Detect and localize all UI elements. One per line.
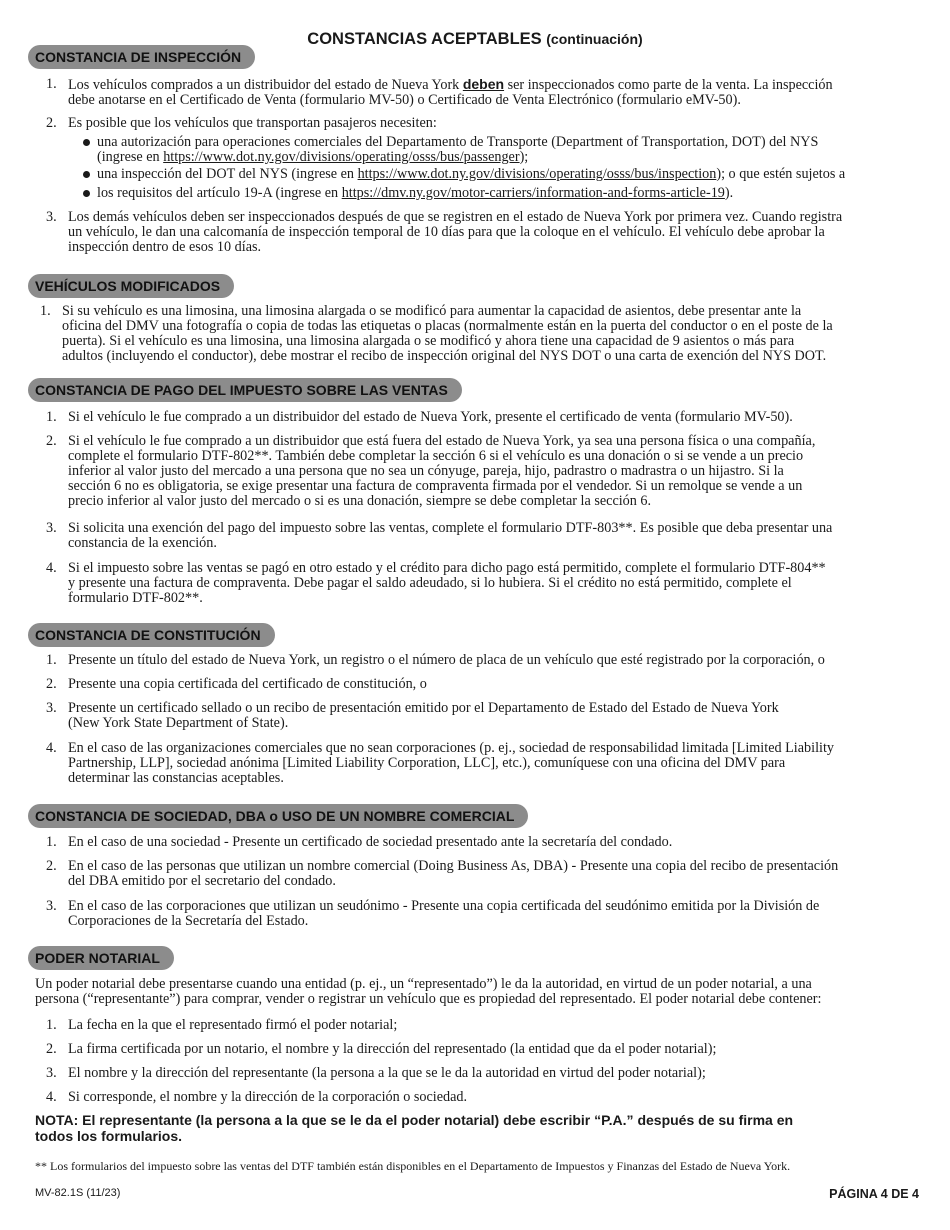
nota-note: NOTA: El representante (la persona a la que se le da el poder notarial) debe escribir “P.A.” después de su firma en todos los formularios. — [35, 1112, 794, 1144]
inspection-link[interactable]: https://www.dot.ny.gov/divisions/operating/osss/bus/inspection — [357, 166, 717, 182]
emphasis-deben: deben — [462, 76, 505, 92]
document-page: CONSTANCIAS ACEPTABLES (continuación) CONSTANCIA DE INSPECCIÓN 1. Los vehículos comprados a un distribuidor del estado de Nueva York deben ser inspeccionados como parte de la venta. La inspección debe anotarse en el Certificado de Venta (formulario MV-50) o Certificado de Venta Electrónico (formulario eMV-50). 2. Es posible que los vehículos que transportan pasajeros necesiten: una autorización para operaciones comerciales del Departamento de Transporte (Department of Transportation, DOT) del NYS (ingrese en https://www.dot.ny.gov/divisions/operating/osss/bus/passenger); una inspección del DOT del NYS (ingrese en https://www.dot.ny.gov/divisions/operating/osss/bus/inspection); o que estén sujetos a los requisitos del artículo 19-A (ingrese en https://dmv.ny.gov/motor-carriers/information-and-forms-article-19). 3. Los demás vehículos deben ser inspeccionados después de que se registren en el estado de Nueva York por primera vez. Cuando registra un vehículo, le dan una calcomanía de inspección temporal de 10 días para que la coloque en el vehículo. El vehículo debe aprobar la inspección dentro de esos 10 días. VEHÍCULOS MODIFICADOS 1. Si su vehículo es una limosina, una limosina alargada o se modificó para aumentar la capacidad de asientos, debe presentar ante la oficina del DMV una fotografía o copia de todas las etiquetas o placas (normalmente están en la puerta del conductor o en el poste de la puerta). Si el vehículo es una limosina, una limosina alargada o se modificó y ahora tiene una capacidad de 9 asientos o más para adultos (incluyendo el conductor), debe mostrar el recibo de inspección original del NYS DOT o una carta de exención del NYS DOT. CONSTANCIA DE PAGO DEL IMPUESTO SOBRE LAS VENTAS 1. Si el vehículo le fue comprado a un distribuidor del estado de Nueva York, presente el certificado de venta (formulario MV-50). 2. Si el vehículo le fue comprado a un distribuidor que está fuera del estado de Nueva York, ya sea una persona física o una compañía, complete el formulario DTF-802**. También debe completar la sección 6 si el vehículo es una donación o si se vende a un precio inferior al valor justo del mercado a una persona que no sea un cónyuge, pareja, hijo, padrastro o madrastra o un hijastro. Si la sección 6 no es obligatoria, se exige presentar una factura de compraventa firmada por el vendedor. Si un remolque se vende a un precio inferior al valor justo del mercado o si es una donación, siempre se debe completar la sección 6. 3. Si solicita una exención del pago del impuesto sobre las ventas, complete el formulario DTF-803**. Es posible que deba presentar una constancia de la exención. 4. Si el impuesto sobre las ventas se pagó en otro estado y el crédito para dicho pago está permitido, complete el formulario DTF-804** y presente una factura de compraventa. Debe pagar el saldo adeudado, si lo hubiera. Si el crédito no está permitido, complete el formulario DTF-802**. CONSTANCIA DE CONSTITUCIÓN 1. Presente un título del estado de Nueva York, un registro o el número de placa de un vehículo que esté registrado por la corporación, o 2. Presente una copia certificada del certificado de constitución, o 3. Presente un certificado sellado o un recibo de presentación emitido por el Departamento de Estado del Estado de Nueva York (New York State Department of State). 4. En el caso de las organizaciones comerciales que no sean corporaciones (p. ej., sociedad de responsabilidad limitada [Limited Liability Partnership, LLP], sociedad anónima [Limited Liability Corporation, LLC], etc.), comuníquese con una oficina del DMV para determinar las constancias aceptables. CONSTANCIA DE SOCIEDAD, DBA o USO DE UN NOMBRE COMERCIAL 1. En el caso de una sociedad - Presente un certificado de sociedad presentado ante la secretaría del condado. 2. En el caso de las personas que utilizan un nombre comercial (Doing Business As, DBA) - Presente una copia del recibo de presentación del DBA emitido por el secretario del condado. 3. En el caso de las corporaciones que utilizan un seudónimo - Presente una copia certificada del seudónimo emitida por la División de Corporaciones de la Secretaría del Estado. PODER NOTARIAL Un poder notarial debe presentarse cuando una entidad (p. ej., un “representado”) le da la autoridad, en virtud de un poder notarial, a una persona (“representante”) para comprar, vender o registrar un vehículo que es propiedad del representado. El poder notarial debe contener: 1. La fecha en la que el representado firmó el poder notarial; 2. La firma certificada por un notario, el nombre y la dirección del representado (la entidad que da el poder notarial); 3. El nombre y la dirección del representante (la persona a la que se le da la autoridad en virtud del poder notarial); 4. Si corresponde, el nombre y la dirección de la corporación o sociedad. NOTA: El representante (la persona a la que se le da el poder notarial) debe escribir “P.A.” después de su firma en todos los formularios. ** Los formularios del impuesto sobre las ventas del DTF también están disponibles en el Departamento de Impuestos y Finanzas del Estado de Nueva York. MV-82.1S (11/23) PÁGINA 4 DE 4 — [0, 0, 950, 1230]
form-number: MV-82.1S (11/23) — [35, 1187, 121, 1199]
footnote: ** Los formularios del impuesto sobre las ventas del DTF también están disponibles en el Departamento de Impuestos y Finanzas del Estado de Nueva York. — [35, 1159, 791, 1173]
page-title-sub: (continuación) — [546, 31, 643, 47]
bullet-icon — [83, 139, 90, 146]
section-heading-modificados: VEHÍCULOS MODIFICADOS — [28, 274, 234, 298]
poder-intro: Un poder notarial debe presentarse cuando una entidad (p. ej., un “representado”) le da la autoridad, en virtud de un poder notarial, a una persona (“representante”) para comprar, vender o registrar un vehículo que es propiedad del representado. El poder notarial debe contener: — [35, 976, 822, 1007]
page-number: PÁGINA 4 DE 4 — [829, 1187, 919, 1201]
section-heading-constitucion: CONSTANCIA DE CONSTITUCIÓN — [28, 623, 275, 647]
bullet-icon — [83, 171, 90, 178]
section-heading-impuesto: CONSTANCIA DE PAGO DEL IMPUESTO SOBRE LAS VENTAS — [28, 378, 462, 402]
page-title: CONSTANCIAS ACEPTABLES (continuación) — [307, 30, 643, 48]
section-heading-poder: PODER NOTARIAL — [28, 946, 174, 970]
section-heading-sociedad: CONSTANCIA DE SOCIEDAD, DBA o USO DE UN NOMBRE COMERCIAL — [28, 804, 528, 828]
bullet-icon — [83, 190, 90, 197]
section-heading-inspeccion: CONSTANCIA DE INSPECCIÓN — [28, 45, 255, 69]
passenger-link[interactable]: https://www.dot.ny.gov/divisions/operating/osss/bus/passenger — [163, 149, 520, 165]
article-19-link[interactable]: https://dmv.ny.gov/motor-carriers/information-and-forms-article-19 — [341, 185, 725, 201]
